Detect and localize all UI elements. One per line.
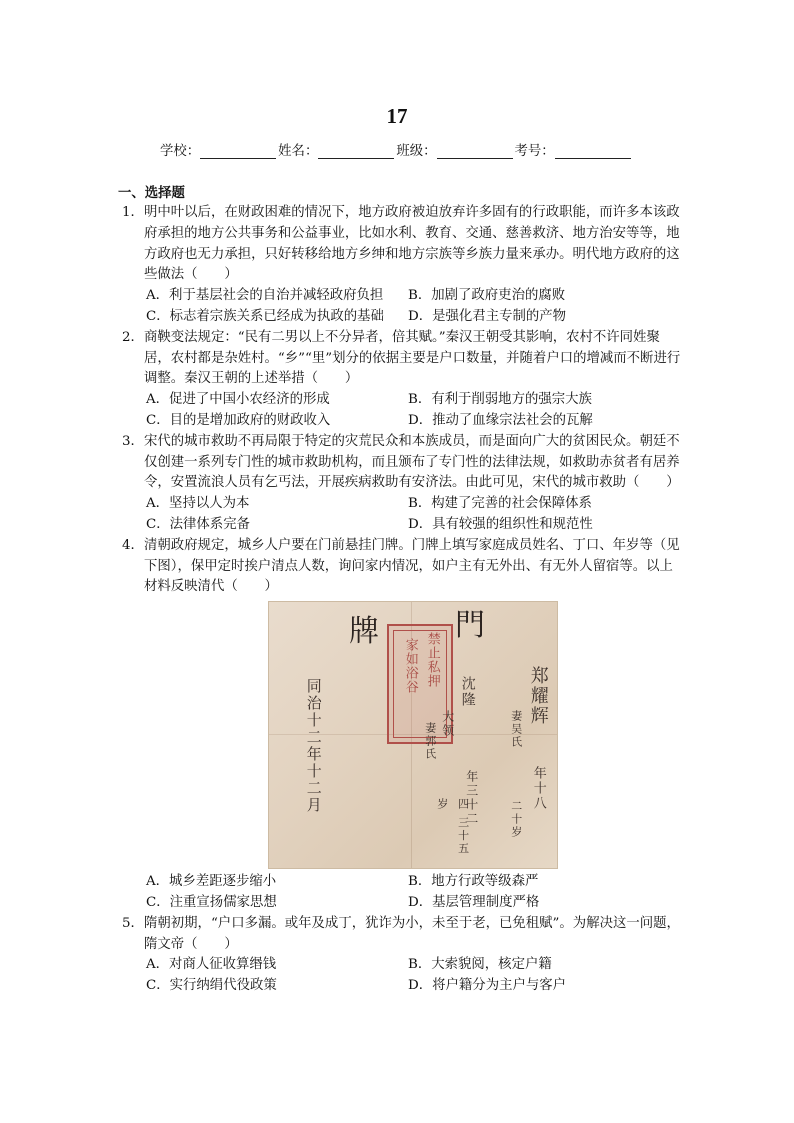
plate-col-g: 妻吴氏 bbox=[509, 710, 523, 750]
plate-col-h: 年十八 bbox=[530, 766, 546, 812]
exam-number-label: 考号： bbox=[514, 144, 555, 159]
plate-col-i: 二十岁 bbox=[509, 800, 523, 840]
question-stem: 明中叶以后，在财政困难的情况下，地方政府被迫放弃许多固有的行政职能，而许多本该政府承担的地方公共事务和公益事业，比如水利、教育、交通、慈善救济、地方治安等等，地方政府也无力承担，只好转移给地方乡绅和地方宗族等乡族力量来承办。明代地方政府的这些做法（ ） bbox=[144, 205, 680, 283]
option-d[interactable]: D．基层管理制度严格 bbox=[408, 894, 540, 910]
question-number: 3． bbox=[122, 433, 144, 449]
option-d[interactable]: D．将户籍分为主户与客户 bbox=[408, 978, 567, 994]
name-blank[interactable] bbox=[318, 143, 394, 159]
option-c[interactable]: C．法律体系完备 bbox=[146, 516, 250, 532]
question-stem: 隋朝初期，“户口多漏。或年及成丁，犹诈为小，未至于老，已免租赋”。为解决这一问题，隋文帝（ ） bbox=[144, 915, 680, 952]
question-3 bbox=[122, 432, 682, 536]
question-2 bbox=[122, 328, 682, 432]
plate-char-pai: 牌 bbox=[349, 614, 379, 650]
option-a[interactable]: A．利于基层社会的自治并减轻政府负担 bbox=[146, 288, 384, 304]
option-d[interactable]: D．具有较强的组织性和规范性 bbox=[408, 516, 593, 532]
plate-col-d: 年三十二 bbox=[464, 770, 479, 827]
class-label: 班级： bbox=[396, 144, 437, 159]
option-b[interactable]: B．有利于削弱地方的强宗大族 bbox=[408, 392, 592, 408]
option-b[interactable]: B．构建了完善的社会保障体系 bbox=[408, 496, 592, 512]
option-a[interactable]: A．坚持以人为本 bbox=[146, 496, 250, 512]
student-info-row bbox=[160, 140, 660, 159]
school-label: 学校： bbox=[160, 144, 201, 159]
option-b[interactable]: B．大索貌阅，核定户籍 bbox=[408, 957, 552, 973]
question-number: 4． bbox=[122, 537, 144, 553]
question-4 bbox=[122, 536, 682, 914]
exam-number-blank[interactable] bbox=[555, 143, 631, 159]
question-number: 1． bbox=[122, 205, 144, 220]
option-b[interactable]: B．地方行政等级森严 bbox=[408, 874, 539, 890]
question-5 bbox=[122, 914, 682, 997]
question-stem: 宋代的城市救助不再局限于特定的灾荒民众和本族成员，而是面向广大的贫困民众。朝廷不仅创建一系列专门性的城市救助机构，而且颁布了专门性的法律法规，如救助赤贫者有居养令，安置流浪人员有乞丐法，开展疾病救助有安济法。由此可见，宋代的城市救助（ ） bbox=[144, 433, 680, 491]
option-a[interactable]: A．促进了中国小农经济的形成 bbox=[146, 392, 330, 408]
plate-col-e: 四 三十五岁 bbox=[435, 798, 470, 856]
question-stem: 清朝政府规定，城乡人户要在门前悬挂门牌。门牌上填写家庭成员姓名、丁口、年岁等（见下图），保甲定时挨户清点人数，询问家内情况，如户主有无外出、有无外人留宿等。以上材料反映清代（ ） bbox=[144, 537, 680, 595]
page-title: 17 bbox=[386, 104, 408, 128]
school-blank[interactable] bbox=[200, 143, 276, 159]
plate-col-b: 大领 bbox=[440, 710, 455, 739]
seal-text-right: 禁止私押 bbox=[424, 632, 440, 689]
option-d[interactable]: D．是强化君主专制的产物 bbox=[408, 308, 567, 324]
option-c[interactable]: C．实行纳绢代役政策 bbox=[146, 978, 277, 994]
question-number: 2． bbox=[122, 329, 144, 345]
option-a[interactable]: A．城乡差距逐步缩小 bbox=[146, 874, 277, 890]
household-door-plate-image bbox=[268, 601, 558, 869]
option-b[interactable]: B．加剧了政府吏治的腐败 bbox=[408, 288, 566, 304]
plate-char-men: 門 bbox=[455, 608, 485, 644]
option-c[interactable]: C．目的是增加政府的财政收入 bbox=[146, 412, 331, 428]
option-c[interactable]: C．标志着宗族关系已经成为执政的基础 bbox=[146, 308, 384, 324]
plate-col-a: 沈隆 bbox=[459, 676, 476, 709]
name-label: 姓名： bbox=[278, 144, 319, 159]
option-c[interactable]: C．注重宣扬儒家思想 bbox=[146, 894, 277, 910]
question-stem: 商鞅变法规定：“民有二男以上不分异者，倍其赋。”秦汉王朝受其影响，农村不许同姓聚居，农村都是杂姓村。“乡”“里”划分的依据主要是户口数量，并随着户口的增减而不断进行调整。秦汉王朝的上述举措（ ） bbox=[144, 329, 681, 387]
question-number: 5． bbox=[122, 915, 144, 931]
plate-col-c: 妻郭氏 bbox=[423, 722, 437, 762]
section-title: 一、选择题 bbox=[118, 185, 185, 201]
question-1 bbox=[122, 203, 682, 328]
class-blank[interactable] bbox=[437, 143, 513, 159]
option-d[interactable]: D．推动了血缘宗法社会的瓦解 bbox=[408, 412, 593, 428]
plate-col-f: 郑耀辉 bbox=[527, 666, 549, 727]
option-a[interactable]: A．对商人征收算缗钱 bbox=[146, 957, 277, 973]
seal-text-left: 家如浴谷 bbox=[402, 638, 418, 695]
plate-date: 同治十二年十二月 bbox=[304, 678, 323, 815]
question-list bbox=[122, 203, 682, 997]
